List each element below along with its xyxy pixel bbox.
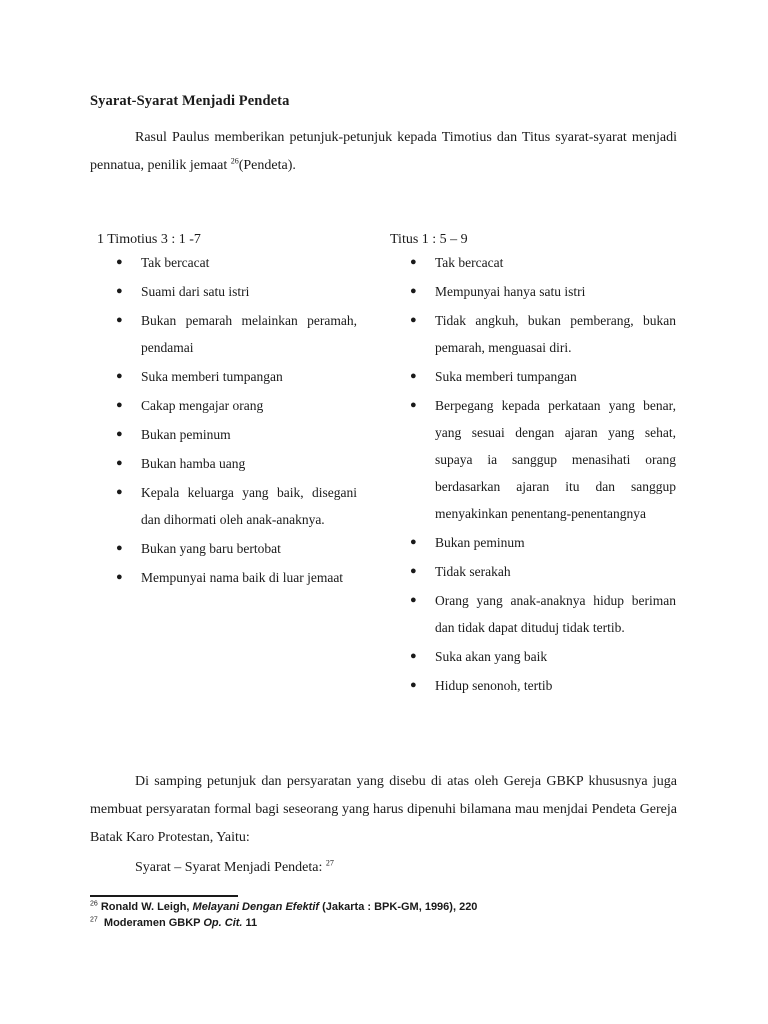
list-item-text: Tidak angkuh, bukan pemberang, bukan pemarah, menguasai diri. [435,313,676,355]
list-item-text: Bukan yang baru bertobat [141,541,281,556]
list-item [390,558,676,585]
timotius-title: 1 Timotius 3 : 1 -7 [97,232,201,247]
timotius-column [97,231,357,593]
footnote-ref-26: 26 [230,156,239,166]
footnote-number: 26 [90,900,98,908]
footnote-27 [90,915,477,931]
list-item-text: Berpegang kepada perkataan yang benar, yang sesuai dengan ajaran yang sehat, supaya ia sanggup menasihati orang berdasarkan ajaran itu dan sanggup menyakinkan penentang-penentangnya [435,398,676,521]
footnote-title: Op. Cit. [203,917,243,929]
footnote-divider [90,895,238,897]
list-item [390,363,676,390]
intro-text-end: (Pendeta). [238,158,296,173]
section-heading: Syarat-Syarat Menjadi Pendeta [90,93,290,109]
bullet-icon: ● [116,571,123,583]
footnote-author: Moderamen GBKP [103,917,204,929]
list-item [390,392,676,527]
list-item [96,450,357,477]
bullet-icon: ● [116,457,123,469]
bullet-icon: ● [410,370,417,382]
list-item [96,421,357,448]
list-item [390,529,676,556]
bullet-icon: ● [116,428,123,440]
closing-paragraph [90,768,677,852]
bullet-icon: ● [116,285,123,297]
list-item-text: Hidup senonoh, tertib [435,678,553,693]
bullet-icon: ● [116,314,123,326]
list-item-text: Kepala keluarga yang baik, disegani dan dihormati oleh anak-anaknya. [141,485,357,527]
list-item [96,307,357,361]
intro-text: Rasul Paulus memberikan petunjuk-petunjuk kepada Timotius dan Titus syarat-syarat menjadi pennatua, penilik jemaat [90,130,677,173]
list-item-text: Cakap mengajar orang [141,398,264,413]
bullet-icon: ● [410,314,417,326]
list-item [96,278,357,305]
titus-list [390,249,676,699]
list-item-text: Mempunyai nama baik di luar jemaat [141,570,344,585]
footnote-26 [90,899,477,915]
list-item [96,535,357,562]
bullet-icon: ● [116,256,123,268]
bullet-icon: ● [410,650,417,662]
bullet-icon: ● [410,256,417,268]
bullet-icon: ● [116,486,123,498]
bullet-icon: ● [410,594,417,606]
sub-heading-text: Syarat – Syarat Menjadi Pendeta: [135,860,326,875]
intro-paragraph [90,124,677,180]
list-item [96,479,357,533]
list-item-text: Suka memberi tumpangan [435,369,577,384]
list-item-text: Orang yang anak-anaknya hidup beriman dan tidak dapat dituduj tidak tertib. [435,593,676,635]
list-item [390,278,676,305]
list-item [390,307,676,361]
footnote-ref-27: 27 [325,858,334,868]
bullet-icon: ● [116,399,123,411]
list-item [390,249,676,276]
list-item-text: Bukan peminum [141,427,231,442]
titus-column [390,231,676,701]
list-item [390,587,676,641]
bullet-icon: ● [116,542,123,554]
list-item-text: Suami dari satu istri [141,284,250,299]
list-item [390,672,676,699]
list-item-text: Mempunyai hanya satu istri [435,284,586,299]
titus-title: Titus 1 : 5 – 9 [390,232,468,247]
bullet-icon: ● [116,370,123,382]
bullet-icon: ● [410,285,417,297]
footnote-author: Ronald W. Leigh, [100,901,193,913]
list-item [96,249,357,276]
list-item-text: Tidak serakah [435,564,511,579]
sub-heading [135,860,334,876]
list-item [390,643,676,670]
bullet-icon: ● [410,679,417,691]
list-item [96,392,357,419]
timotius-list [96,249,357,591]
list-item-text: Tak bercacat [435,255,504,270]
list-item-text: Bukan peminum [435,535,525,550]
footnote-number: 27 [90,916,98,924]
list-item-text: Bukan pemarah melainkan peramah, pendamai [141,313,357,355]
footnote-rest: 11 [242,917,258,929]
footnote-title: Melayani Dengan Efektif [192,901,320,913]
bullet-icon: ● [410,565,417,577]
list-item [96,564,357,591]
list-item-text: Suka memberi tumpangan [141,369,283,384]
list-item-text: Tak bercacat [141,255,210,270]
footnote-rest: (Jakarta : BPK-GM, 1996), 220 [319,901,478,913]
list-item-text: Suka akan yang baik [435,649,548,664]
footnotes [90,899,477,931]
list-item-text: Bukan hamba uang [141,456,246,471]
bullet-icon: ● [410,399,417,411]
bullet-icon: ● [410,536,417,548]
closing-text: Di samping petunjuk dan persyaratan yang disebu di atas oleh Gereja GBKP khususnya juga membuat persyaratan formal bagi seseorang yang harus dipenuhi bilamana mau menjdai Pendeta Gereja Batak Karo Protestan, Yaitu: [90,774,677,845]
list-item [96,363,357,390]
